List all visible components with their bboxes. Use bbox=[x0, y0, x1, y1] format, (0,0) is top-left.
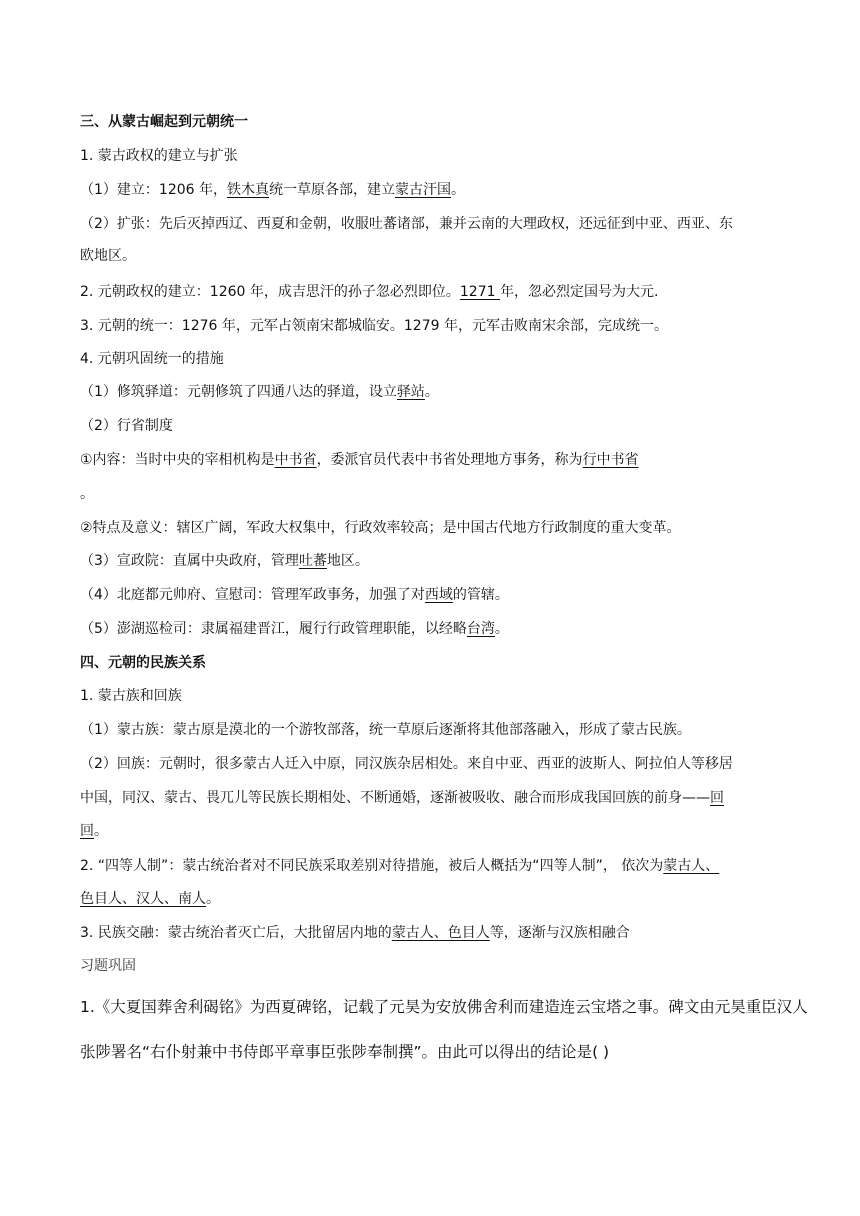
answer-post-station: 驿站 bbox=[396, 384, 425, 400]
answer-temujin: 铁木真 bbox=[227, 182, 269, 198]
answer-mongols-semu: 蒙古人、色目人 bbox=[391, 925, 490, 941]
question-1-line-2: 张陟署名“右仆射兼中书侍郎平章事臣张陟奉制撰”。由此可以得出的结论是( ) bbox=[80, 1043, 610, 1061]
text: （3）宣政院：直属中央政府，管理 bbox=[80, 553, 299, 569]
question-1-line-1: 1.《大夏国葬舍利碣铭》为西夏碑铭，记载了元昊为安放佛舍利而建造连云宝塔之事。碑文由元昊重臣汉人 bbox=[80, 998, 808, 1016]
answer-huihui-2: 回 bbox=[80, 823, 94, 839]
exercise-heading: 习题巩固 bbox=[80, 958, 136, 974]
answer-taiwan: 台湾 bbox=[466, 621, 495, 637]
text: 统一草原各部，建立 bbox=[269, 182, 395, 198]
text: 3. 民族交融：蒙古统治者灭亡后，大批留居内地的 bbox=[80, 925, 392, 941]
ethnic-fusion-line bbox=[80, 923, 630, 943]
section-4-item-1: 1. 蒙古族和回族 bbox=[80, 688, 182, 704]
mongol-people-line: （1）蒙古族：蒙古原是漠北的一个游牧部落，统一草原后逐渐将其他部落融入，形成了蒙古民族。 bbox=[80, 722, 691, 738]
text: 。 bbox=[494, 621, 509, 637]
province-content-line bbox=[80, 450, 639, 470]
text: 中国，同汉、蒙古、畏兀儿等民族长期相处、不断通婚，逐渐被吸收、融合而形成我国回族的前身—— bbox=[80, 790, 710, 806]
consolidation-heading: 4. 元朝巩固统一的措施 bbox=[80, 351, 224, 367]
province-system-heading: （2）行省制度 bbox=[80, 418, 173, 434]
text: （1）建立：1206 年， bbox=[80, 182, 227, 198]
hui-people-line-end bbox=[80, 821, 108, 841]
section-3-heading: 三、从蒙古崛起到元朝统一 bbox=[80, 114, 248, 130]
text: 年，忽必烈定国号为大元. bbox=[499, 284, 659, 300]
answer-western-regions: 西域 bbox=[424, 587, 453, 603]
hui-people-line-cont bbox=[80, 788, 724, 808]
text: 的管辖。 bbox=[452, 587, 509, 603]
answer-mongol-khanate: 蒙古汗国 bbox=[395, 182, 451, 198]
text: 。 bbox=[206, 891, 220, 907]
answer-zhongshu-sheng: 中书省 bbox=[274, 452, 317, 468]
province-content-period: 。 bbox=[80, 486, 94, 502]
text: 。 bbox=[424, 384, 439, 400]
text: 。 bbox=[451, 182, 465, 198]
post-roads-line bbox=[80, 382, 439, 402]
yuan-founding-line bbox=[80, 282, 658, 302]
text: ①内容：当时中央的宰相机构是 bbox=[80, 452, 275, 468]
penghu-line bbox=[80, 619, 509, 639]
text: （4）北庭都元帅府、宣慰司：管理军政事务，加强了对 bbox=[80, 587, 425, 603]
text: 2. “四等人制”：蒙古统治者对不同民族采取差别对待措施，被后人概括为“四等人制”， 依次为 bbox=[80, 858, 664, 874]
hui-people-line: （2）回族：元朝时，很多蒙古人迁入中原，同汉族杂居相处。来自中亚、西亚的波斯人、阿拉伯人等移居 bbox=[80, 756, 733, 772]
text: 等，逐渐与汉族相融合 bbox=[489, 925, 630, 941]
four-class-line bbox=[80, 856, 719, 876]
text: （5）澎湖巡检司：隶属福建晋江，履行行政管理职能，以经略 bbox=[80, 621, 467, 637]
beiting-line bbox=[80, 585, 509, 605]
province-significance-line: ②特点及意义：辖区广阔，军政大权集中，行政效率较高；是中国古代地方行政制度的重大变革。 bbox=[80, 520, 681, 536]
establishment-line bbox=[80, 180, 465, 200]
expansion-line: （2）扩张：先后灭掉西辽、西夏和金朝，收服吐蕃诸部，兼并云南的大理政权，还远征到中亚、西亚、东 bbox=[80, 216, 733, 232]
text: （1）修筑驿道：元朝修筑了四通八达的驿道，设立 bbox=[80, 384, 397, 400]
answer-xing-zhongshu-sheng: 行中书省 bbox=[582, 452, 639, 468]
section-3-item-1: 1. 蒙古政权的建立与扩张 bbox=[80, 148, 238, 164]
text: ，委派官员代表中书省处理地方事务，称为 bbox=[316, 452, 583, 468]
expansion-line-cont: 欧地区。 bbox=[80, 248, 136, 264]
text: 。 bbox=[94, 823, 108, 839]
text: 2. 元朝政权的建立：1260 年，成吉思汗的孙子忽必烈即位。 bbox=[80, 284, 460, 300]
answer-tubo: 吐蕃 bbox=[298, 553, 327, 569]
xuanzheng-yuan-line bbox=[80, 551, 369, 571]
answer-mongols: 蒙古人、 bbox=[663, 858, 720, 874]
answer-semu-han-nan: 色目人、汉人、南人 bbox=[80, 891, 206, 907]
unification-line: 3. 元朝的统一：1276 年，元军占领南宋都城临安。1279 年，元军击败南宋余部，完成统一。 bbox=[80, 318, 668, 334]
answer-1271: 1271 bbox=[459, 284, 500, 300]
four-class-line-cont bbox=[80, 889, 220, 909]
answer-huihui-1: 回 bbox=[710, 790, 724, 806]
text: 地区。 bbox=[326, 553, 369, 569]
section-4-heading: 四、元朝的民族关系 bbox=[80, 655, 206, 671]
